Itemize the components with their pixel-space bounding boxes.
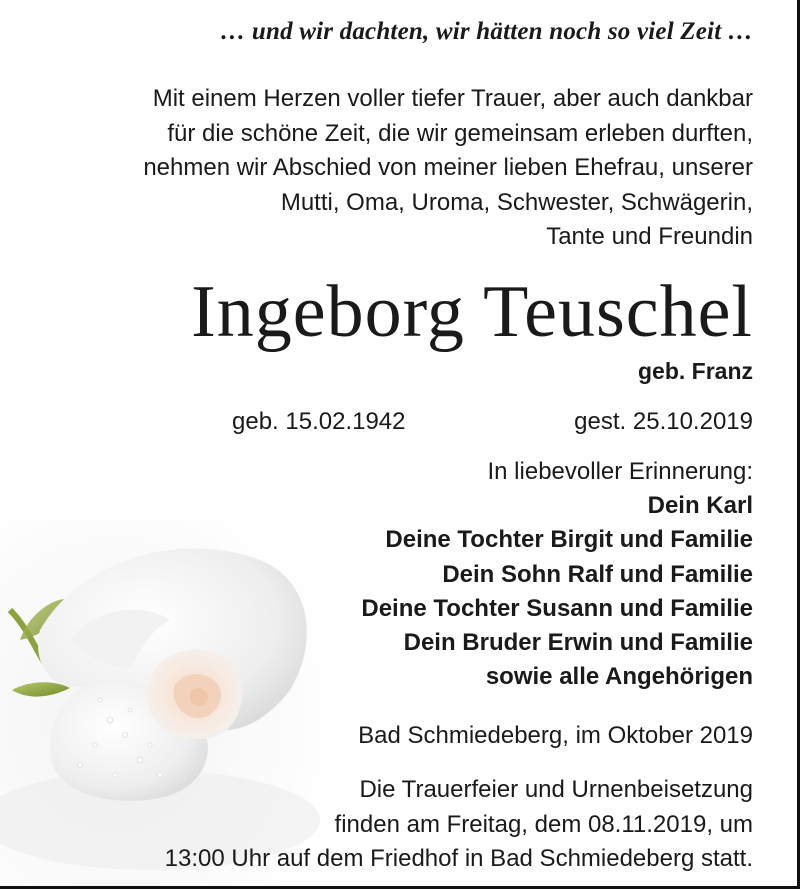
memory-heading: In liebevoller Erinnerung: <box>487 458 753 485</box>
mourner: sowie alle Angehörigen <box>485 663 753 691</box>
funeral-line: 13:00 Uhr auf dem Friedhof in Bad Schmiedeberg statt. <box>164 845 753 872</box>
intro-line: Mutti, Oma, Uroma, Schwester, Schwägerin, <box>280 188 753 216</box>
intro-line: für die schöne Zeit, die wir gemeinsam erleben durften, <box>167 119 753 147</box>
motto: … und wir dachten, wir hätten noch so viel Zeit … <box>220 18 753 45</box>
mourners-block <box>361 455 753 694</box>
funeral-info <box>165 773 753 877</box>
intro-line: nehmen wir Abschied von meiner lieben Ehefrau, unserer <box>143 154 753 181</box>
maiden-name: geb. Franz <box>637 358 753 384</box>
mourner: Dein Bruder Erwin und Familie <box>403 629 753 657</box>
death-date: gest. 25.10.2019 <box>574 408 753 435</box>
mourner: Dein Karl <box>647 492 753 520</box>
funeral-line: Die Trauerfeier und Urnenbeisetzung <box>359 776 753 803</box>
intro-line: Tante und Freundin <box>546 223 753 250</box>
mourner: Dein Sohn Ralf und Familie <box>442 560 753 588</box>
intro-line: Mit einem Herzen voller tiefer Trauer, aber auch dankbar <box>152 85 753 112</box>
intro-text <box>33 82 753 255</box>
deceased-name: Ingeborg Teuschel <box>191 271 753 353</box>
birth-date: geb. 15.02.1942 <box>232 408 406 435</box>
place-date: Bad Schmiedeberg, im Oktober 2019 <box>358 722 753 749</box>
mourner: Deine Tochter Susann und Familie <box>361 594 753 622</box>
funeral-line: finden am Freitag, dem 08.11.2019, um <box>334 810 753 838</box>
mourner: Deine Tochter Birgit und Familie <box>385 526 753 554</box>
